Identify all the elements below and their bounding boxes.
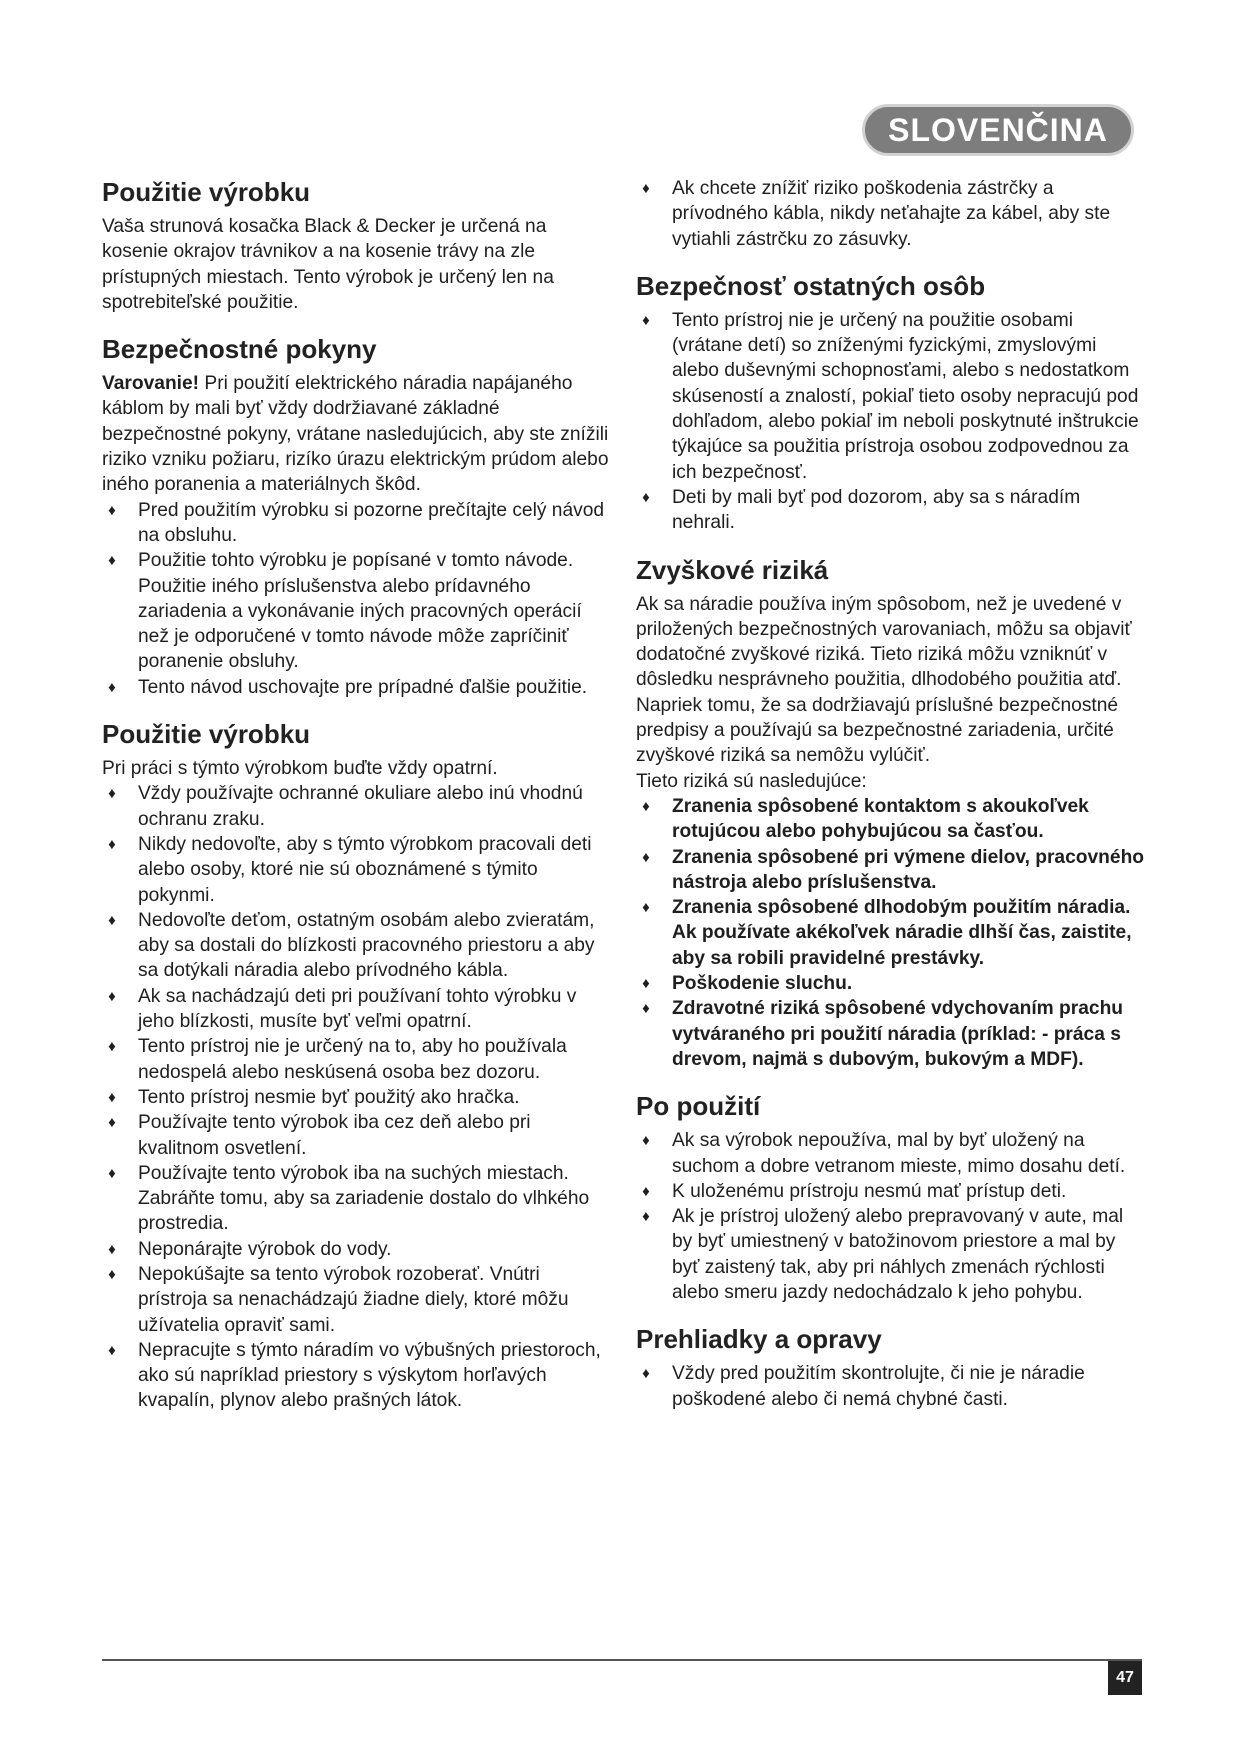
diamond-bullet-icon: ♦	[108, 1265, 116, 1283]
diamond-bullet-icon: ♦	[642, 1132, 650, 1150]
list-item: ♦ Zdravotné riziká spôsobené vdychovaním prachu vytváraného pri použití náradia (príklad: - práca s drevom, najmä s dubovým, bukovým a MDF).	[636, 996, 1146, 1072]
paragraph: Vaša strunová kosačka Black & Decker je určená na kosenie okrajov trávnikov a na kosenie trávy na zle prístupných miestach. Tento výrobok je určený len na spotrebiteľské použitie.	[102, 216, 554, 313]
section-others-safety	[636, 270, 1146, 536]
diamond-bullet-icon: ♦	[642, 1365, 650, 1383]
diamond-bullet-icon: ♦	[642, 899, 650, 917]
diamond-bullet-icon: ♦	[108, 911, 116, 929]
warning-text: Pri použití elektrického náradia napájaného káblom by mali byť vždy dodržiavané základné bezpečnostné pokyny, vrátane nasledujúcich, aby ste znížili riziko vzniku požiaru, rizíko úrazu elektrickým prúdom alebo iného poranenia a materiálnych škôd.	[102, 373, 609, 496]
diamond-bullet-icon: ♦	[108, 1164, 116, 1182]
list-item: ♦ Tento návod uschovajte pre prípadné ďalšie použitie.	[102, 675, 612, 700]
list-item: ♦ Nepokúšajte sa tento výrobok rozoberať. Vnútri prístroja sa nenachádzajú žiadne diely, ktoré môžu užívatelia opraviť sami.	[102, 1262, 612, 1338]
section-title: Použitie výrobku	[102, 177, 311, 207]
list-item: ♦ Používajte tento výrobok iba na suchých miestach. Zabráňte tomu, aby sa zariadenie dostalo do vlhkého prostredia.	[102, 1161, 612, 1237]
diamond-bullet-icon: ♦	[108, 678, 116, 696]
list-item: ♦ Poškodenie sluchu.	[636, 971, 1146, 996]
diamond-bullet-icon: ♦	[642, 311, 650, 329]
section-safety	[102, 333, 612, 700]
paragraph: Tieto riziká sú nasledujúce:	[636, 770, 867, 792]
diamond-bullet-icon: ♦	[108, 552, 116, 570]
diamond-bullet-icon: ♦	[108, 1240, 116, 1258]
list-item: ♦ Pred použitím výrobku si pozorne prečítajte celý návod na obsluhu.	[102, 498, 612, 549]
section-title: Prehliadky a opravy	[636, 1324, 882, 1355]
list-item: ♦ Tento prístroj nie je určený na použitie osobami (vrátane detí) so zníženými fyzickými, zmyslovými alebo duševnými schopnosťami, alebo s nedostatkom skúseností a znalostí, pokiaľ tieto osoby nepracujú pod dohľadom, alebo pokiaľ im neboli poskytnuté inštrukcie týkajúce sa použitia prístroja osobou zodpovednou za ich bezpečnosť.	[636, 308, 1146, 485]
list-item: ♦ Nikdy nedovoľte, aby s týmto výrobkom pracovali deti alebo osoby, ktoré nie sú oboznámené s týmito pokynmi.	[102, 832, 612, 908]
diamond-bullet-icon: ♦	[642, 1208, 650, 1226]
diamond-bullet-icon: ♦	[108, 835, 116, 853]
diamond-bullet-icon: ♦	[642, 848, 650, 866]
section-title: Bezpečnostné pokyny	[102, 334, 377, 365]
list-item: ♦ Použitie tohto výrobku je popísané v tomto návode. Použitie iného príslušenstva alebo prídavného zariadenia a vykonávanie iných pracovných operácií než je odporučené v tomto návode môže zapríčiniť poranenie obsluhy.	[102, 548, 612, 674]
list-item: ♦ Neponárajte výrobok do vody.	[102, 1237, 612, 1262]
diamond-bullet-icon: ♦	[642, 180, 650, 197]
list-item: ♦ Používajte tento výrobok iba cez deň alebo pri kvalitnom osvetlení.	[102, 1110, 612, 1161]
diamond-bullet-icon: ♦	[108, 1341, 116, 1359]
diamond-bullet-icon: ♦	[108, 1114, 116, 1132]
diamond-bullet-icon: ♦	[642, 797, 650, 815]
diamond-bullet-icon: ♦	[108, 501, 116, 519]
section-residual-risks	[636, 554, 1146, 1073]
list-item: ♦ Vždy pred použitím skontrolujte, či nie je náradie poškodené alebo či nemá chybné časti.	[636, 1361, 1146, 1412]
list-item: ♦ Ak sa výrobok nepoužíva, mal by byť uložený na suchom a dobre vetranom mieste, mimo dosahu detí.	[636, 1128, 1146, 1179]
language-badge: SLOVENČINA	[862, 104, 1134, 156]
diamond-bullet-icon: ♦	[642, 488, 650, 506]
warning-paragraph	[102, 371, 612, 497]
usage-list	[102, 781, 612, 1413]
list-item: ♦ Nepracujte s týmto náradím vo výbušných priestoroch, ako sú napríklad priestory s výskytom horľavých kvapalín, plynov alebo prašných látok.	[102, 1338, 612, 1414]
list-item: ♦ Tento prístroj nesmie byť použitý ako hračka.	[102, 1085, 612, 1110]
list-item: ♦ Ak chcete znížiť riziko poškodenia zástrčky a prívodného kábla, nikdy neťahajte za kábel, aby ste vytiahli zástrčku zo zásuvky.	[636, 176, 1146, 252]
section-title: Použitie výrobku	[102, 719, 311, 750]
list-item: ♦ Vždy používajte ochranné okuliare alebo inú vhodnú ochranu zraku.	[102, 781, 612, 832]
safety-list	[102, 498, 612, 700]
section-title: Po použití	[636, 1091, 761, 1122]
diamond-bullet-icon: ♦	[642, 1182, 650, 1200]
paragraph: Napriek tomu, že sa dodržiavajú príslušné bezpečnostné predpisy a používajú sa bezpečnostné zariadenia, určité zvyškové riziká sa nemôžu vylúčiť.	[636, 694, 1119, 767]
paragraph: Pri práci s týmto výrobkom buďte vždy opatrní.	[102, 758, 498, 780]
list-item: ♦ Ak je prístroj uložený alebo prepravovaný v aute, mal by byť umiestnený v batožinovom priestore a mal by byť zaistený tak, aby pri náhlych zmenách rýchlosti alebo smeru jazdy nedochádzalo k jeho pohybu.	[636, 1204, 1146, 1305]
list-item: ♦ Deti by mali byť pod dozorom, aby sa s náradím nehrali.	[636, 485, 1146, 536]
page-number: 47	[1108, 1661, 1142, 1695]
section-usage	[102, 176, 612, 315]
list-item: ♦ Zranenia spôsobené kontaktom s akoukoľvek rotujúcou alebo pohybujúcou sa časťou.	[636, 794, 1146, 845]
footer-divider	[102, 1659, 1142, 1661]
list-item: ♦ K uloženému prístroju nesmú mať prístup deti.	[636, 1179, 1146, 1204]
warning-label: Varovanie!	[102, 373, 200, 395]
list-item: ♦ Nedovoľte deťom, ostatným osobám alebo zvieratám, aby sa dostali do blízkosti pracovného priestoru a aby sa dotýkali náradia alebo prívodného kábla.	[102, 908, 612, 984]
left-column	[102, 176, 612, 1432]
plug-list	[636, 176, 1146, 252]
diamond-bullet-icon: ♦	[642, 975, 650, 993]
list-item: ♦ Zranenia spôsobené pri výmene dielov, pracovného nástroja alebo príslušenstva.	[636, 845, 1146, 896]
section-usage-2	[102, 718, 612, 1414]
list-item: ♦ Zranenia spôsobené dlhodobým použitím náradia. Ak používate akékoľvek náradie dlhší čas, zaistite, aby sa robili pravidelné prestávky.	[636, 895, 1146, 971]
section-title: Zvyškové riziká	[636, 554, 829, 585]
paragraph: Ak sa náradie používa iným spôsobom, než je uvedené v priložených bezpečnostných varovaniach, môžu sa objaviť dodatočné zvyškové riziká. Tieto riziká môžu vzniknúť v dôsledku nesprávneho použitia, dlhodobého použitia atď.	[636, 593, 1132, 691]
section-title: Bezpečnosť ostatných osôb	[636, 270, 986, 301]
diamond-bullet-icon: ♦	[108, 987, 116, 1005]
after-use-list	[636, 1128, 1146, 1305]
section-after-use	[636, 1090, 1146, 1305]
diamond-bullet-icon: ♦	[108, 1088, 116, 1106]
right-column	[636, 176, 1146, 1430]
section-inspection	[636, 1323, 1146, 1412]
diamond-bullet-icon: ♦	[108, 785, 116, 803]
list-item: ♦ Ak sa nachádzajú deti pri používaní tohto výrobku v jeho blízkosti, musíte byť veľmi opatrní.	[102, 984, 612, 1035]
diamond-bullet-icon: ♦	[642, 1000, 650, 1018]
inspection-list	[636, 1361, 1146, 1412]
list-item: ♦ Tento prístroj nie je určený na to, aby ho používala nedospelá alebo neskúsená osoba bez dozoru.	[102, 1034, 612, 1085]
section-plug-safety	[636, 176, 1146, 252]
others-list	[636, 308, 1146, 536]
risks-list	[636, 794, 1146, 1072]
diamond-bullet-icon: ♦	[108, 1038, 116, 1056]
